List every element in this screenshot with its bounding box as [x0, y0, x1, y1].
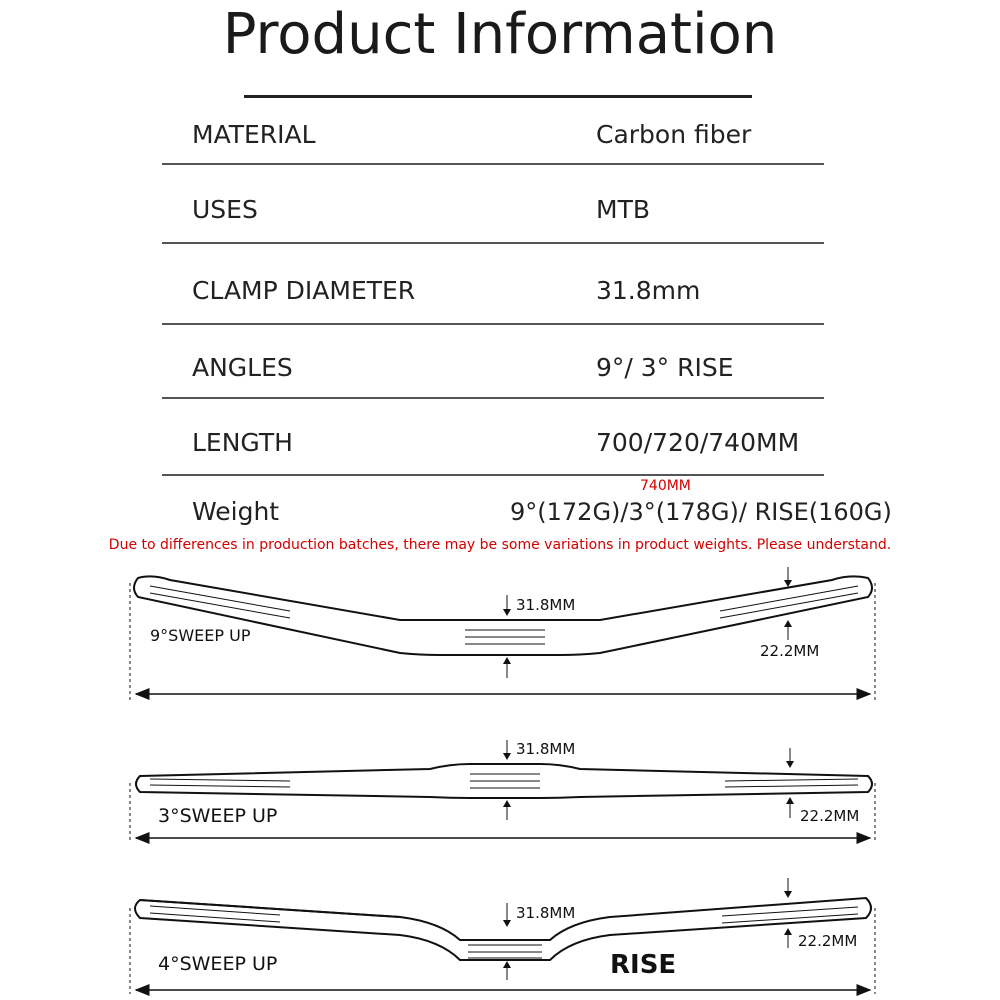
clamp-diameter-label: 31.8MM	[516, 596, 576, 614]
spec-label-angles: ANGLES	[192, 353, 293, 382]
page-title: Product Information	[222, 2, 778, 67]
sweep-label: 4°SWEEP UP	[158, 953, 278, 975]
spec-label-length: LENGTH	[192, 428, 293, 457]
spec-value-length: 700/720/740MM	[596, 428, 800, 457]
handlebar-diagram-rise	[130, 878, 875, 994]
spec-value-weight: 9°(172G)/3°(178G)/ RISE(160G)	[510, 498, 892, 526]
sweep-label: 3°SWEEP UP	[158, 805, 278, 827]
end-diameter-label: 22.2MM	[760, 642, 820, 660]
spec-value-clamp-diameter: 31.8mm	[596, 276, 701, 305]
spec-value-uses: MTB	[596, 195, 650, 224]
spec-label-material: MATERIAL	[192, 120, 316, 149]
end-diameter-label: 22.2MM	[800, 807, 860, 825]
spec-value-material: Carbon fiber	[596, 120, 752, 149]
weight-disclaimer: Due to differences in production batches, there may be some variations in product weights. Please understand.	[108, 537, 892, 553]
spec-label-clamp-diameter: CLAMP DIAMETER	[192, 276, 416, 305]
sweep-label: 9°SWEEP UP	[150, 626, 251, 645]
rise-label: RISE	[610, 950, 677, 980]
end-diameter-label: 22.2MM	[798, 932, 858, 950]
spec-label-weight: Weight	[192, 497, 280, 526]
spec-label-uses: USES	[192, 195, 258, 224]
clamp-diameter-label: 31.8MM	[516, 740, 576, 758]
weight-note: 740MM	[640, 478, 691, 494]
spec-value-angles: 9°/ 3° RISE	[596, 353, 734, 382]
clamp-diameter-label: 31.8MM	[516, 904, 576, 922]
